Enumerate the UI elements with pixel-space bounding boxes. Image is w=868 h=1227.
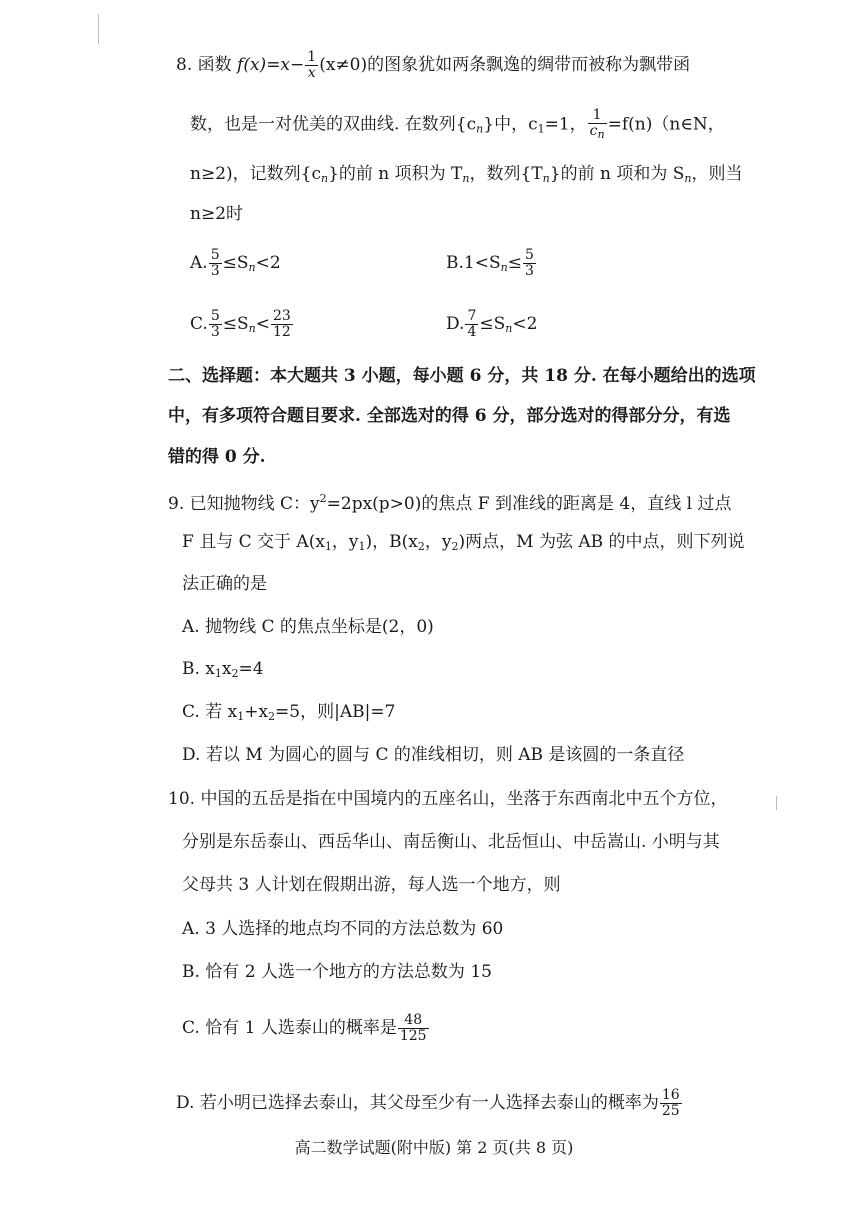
q8-number: 8. [176, 55, 193, 75]
q8-line2: 数，也是一对优美的双曲线. 在数列$\{c_n\}$中，$c_1=1$， $\frac{1}{c_n}$ =f(n)（n∈N， [190, 107, 725, 141]
q10-option-d: D. 若小明已选择去泰山，其父母至少有一人选择去泰山的概率为 $\frac{16}{25}$ [176, 1087, 680, 1119]
q10-line2: 分别是东岳泰山、西岳华山、南岳衡山、北岳恒山、中岳嵩山. 小明与其 [182, 832, 720, 852]
section2-line2: 中，有多项符合题目要求. 全部选对的得 6 分，部分选对的得部分分，有选 [168, 406, 731, 426]
q9-option-c: C. 若 $x_1+x_2=5$，则|AB|=7 [182, 702, 396, 723]
q9-line3: 法正确的是 [182, 574, 267, 594]
q8-line3: n≥2)，记数列$\{c_n\}$的前 n 项积为 $T_n$，数列$\{T_n\}$的前 n 项和为 $S_n$，则当 [190, 164, 743, 185]
page-footer: 高二数学试题(附中版) 第 2 页(共 8 页) [294, 1138, 574, 1157]
q9-option-a: A. 抛物线 C 的焦点坐标是(2，0) [182, 617, 434, 637]
scan-mark [776, 796, 777, 810]
q8-option-a: A. $\frac{5}{3}$ $\le S_n<2$ [190, 247, 281, 279]
q10-option-a: A. 3 人选择的地点均不同的方法总数为 60 [182, 919, 504, 939]
q8-line4: n≥2时 [190, 204, 244, 224]
q9-line1: 9. 已知抛物线 C：$y^2=2px(p>0)$的焦点 F 到准线的距离是 4，直线 l 过点 [168, 492, 732, 514]
q10-option-b: B. 恰有 2 人选一个地方的方法总数为 15 [182, 962, 492, 982]
q10-line1: 10. 中国的五岳是指在中国境内的五座名山，坐落于东西南北中五个方位， [168, 789, 728, 809]
q9-line2: F 且与 C 交于 $A(x_1$，$y_1$)，$B(x_2$，$y_2$)两点，M 为弦 AB 的中点，则下列说 [182, 532, 745, 553]
section2-line1: 二、选择题：本大题共 3 小题，每小题 6 分，共 18 分. 在每小题给出的选项 [168, 366, 756, 386]
q8-option-b: $B.1<S_n\le$ $\frac{5}{3}$ [446, 247, 534, 279]
q8-line1: 8. 函数 f(x)=x− $\frac{1}{x}$ (x≠0)的图象犹如两条飘逸的绸带而被称为飘带函 [176, 49, 691, 81]
q10-option-c: C. 恰有 1 人选泰山的概率是 $\frac{48}{125}$ [182, 1012, 427, 1044]
q9-option-d: D. 若以 M 为圆心的圆与 C 的准线相切，则 AB 是该圆的一条直径 [182, 745, 685, 765]
scan-mark [98, 14, 99, 44]
q8-option-c: C. $\frac{5}{3}$ $\le S_n<$ $\frac{23}{12}$ [190, 308, 291, 340]
section2-line3: 错的得 0 分. [168, 447, 266, 467]
q8-option-d: D. $\frac{7}{4}$ $\le S_n<2$ [446, 308, 538, 340]
q9-option-b: B. $x_1x_2=4$ [182, 659, 264, 680]
q10-line3: 父母共 3 人计划在假期出游，每人选一个地方，则 [182, 875, 561, 895]
fraction: $\frac{1}{c_n}$ [589, 107, 605, 141]
fraction: $\frac{1}{x}$ [307, 49, 317, 81]
